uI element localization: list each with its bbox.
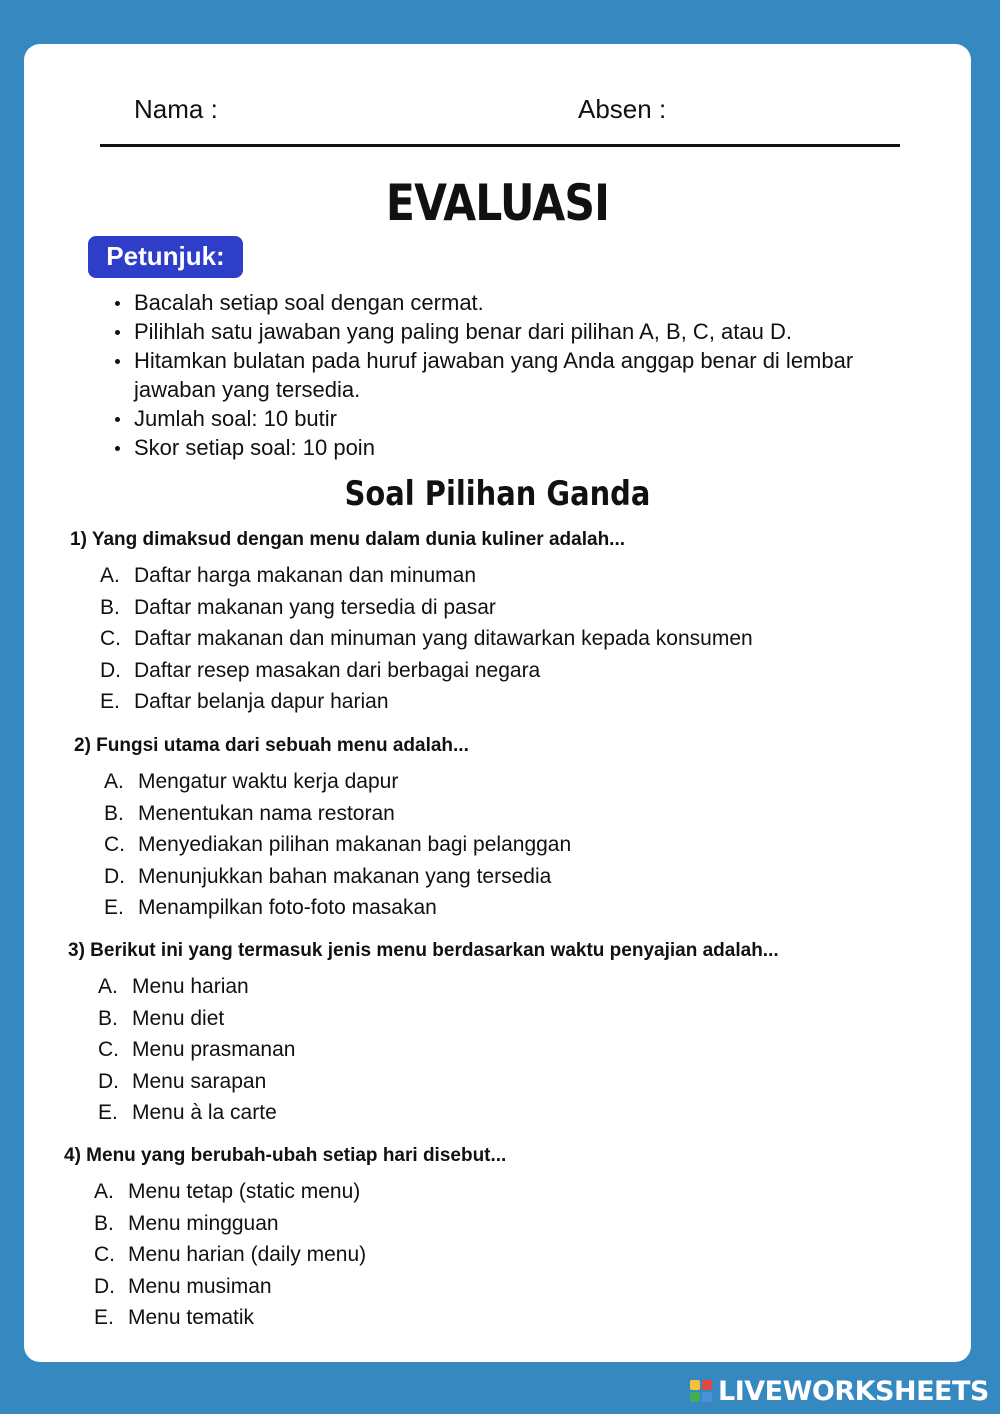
option-letter: D. <box>98 1069 119 1093</box>
option-text: Menyediakan pilihan makanan bagi pelanggan <box>138 833 572 856</box>
instruction-item: Jumlah soal: 10 butir <box>112 404 932 433</box>
option-text: Menunjukkan bahan makanan yang tersedia <box>138 864 552 888</box>
option-letter: A. <box>98 975 118 998</box>
option-letter: E. <box>100 690 120 713</box>
instruction-item: Skor setiap soal: 10 poin <box>112 433 932 462</box>
option-letter: C. <box>94 1243 115 1266</box>
instruction-item: Hitamkan bulatan pada huruf jawaban yang Anda anggap benar di lembar jawaban yang tersedia. <box>112 346 932 404</box>
section-title: Soal Pilihan Ganda <box>344 474 651 514</box>
option-a[interactable] <box>104 766 954 798</box>
option-b[interactable] <box>94 1208 944 1240</box>
option-a[interactable] <box>100 560 950 592</box>
option-text: Daftar makanan dan minuman yang ditawarkan kepada konsumen <box>134 627 753 650</box>
logo-text: LIVEWORKSHEETS <box>718 1375 989 1407</box>
option-text: Menu harian (daily menu) <box>128 1243 367 1266</box>
option-text: Menu mingguan <box>128 1211 279 1235</box>
option-letter: B. <box>98 1006 118 1030</box>
logo-block <box>702 1380 712 1390</box>
logo-block <box>690 1392 700 1402</box>
option-letter: E. <box>104 896 124 919</box>
option-letter: A. <box>100 564 120 587</box>
option-c[interactable] <box>94 1239 944 1271</box>
option-e[interactable] <box>100 686 950 718</box>
options-list <box>70 560 950 718</box>
option-text: Daftar makanan yang tersedia di pasar <box>134 595 496 619</box>
option-d[interactable] <box>94 1271 944 1303</box>
option-c[interactable] <box>98 1034 948 1066</box>
question-3 <box>68 939 948 1129</box>
instruction-item: Pilihlah satu jawaban yang paling benar dari pilihan A, B, C, atau D. <box>112 317 932 346</box>
option-letter: E. <box>94 1306 114 1329</box>
liveworksheets-logo[interactable] <box>690 1374 989 1408</box>
option-a[interactable] <box>94 1176 944 1208</box>
logo-block <box>702 1392 712 1402</box>
instruction-item: Bacalah setiap soal dengan cermat. <box>112 288 932 317</box>
option-letter: C. <box>100 627 121 650</box>
question-text: 3) Berikut ini yang termasuk jenis menu berdasarkan waktu penyajian adalah... <box>68 940 779 961</box>
option-e[interactable] <box>104 892 954 924</box>
question-2 <box>74 734 954 924</box>
option-text: Menu sarapan <box>132 1069 267 1093</box>
option-letter: A. <box>104 770 124 793</box>
option-text: Daftar belanja dapur harian <box>134 690 389 713</box>
question-text: 4) Menu yang berubah-ubah setiap hari disebut... <box>64 1145 507 1166</box>
question-1 <box>70 528 950 718</box>
option-letter: D. <box>94 1274 115 1298</box>
instructions-list <box>112 288 932 462</box>
options-list <box>64 1176 944 1334</box>
option-text: Menu harian <box>132 975 249 998</box>
option-d[interactable] <box>100 655 950 687</box>
option-letter: B. <box>94 1211 114 1235</box>
page-title: EVALUASI <box>385 174 610 232</box>
option-b[interactable] <box>98 1003 948 1035</box>
option-letter: B. <box>100 595 120 619</box>
option-letter: C. <box>104 833 125 856</box>
option-text: Menu diet <box>132 1006 225 1030</box>
question-4 <box>64 1144 944 1334</box>
option-e[interactable] <box>98 1097 948 1129</box>
option-c[interactable] <box>104 829 954 861</box>
question-text: 2) Fungsi utama dari sebuah menu adalah... <box>74 735 469 756</box>
options-list <box>74 766 954 924</box>
option-c[interactable] <box>100 623 950 655</box>
logo-blocks-icon <box>690 1380 712 1402</box>
option-letter: B. <box>104 801 124 825</box>
option-text: Menu musiman <box>128 1274 272 1298</box>
option-text: Menentukan nama restoran <box>138 801 395 825</box>
question-text: 1) Yang dimaksud dengan menu dalam dunia kuliner adalah... <box>70 529 626 550</box>
option-a[interactable] <box>98 971 948 1003</box>
header-divider <box>100 144 900 147</box>
option-letter: D. <box>104 864 125 888</box>
option-d[interactable] <box>104 861 954 893</box>
option-text: Menu tematik <box>128 1306 255 1329</box>
option-letter: C. <box>98 1038 119 1061</box>
option-text: Menampilkan foto-foto masakan <box>138 896 437 919</box>
absen-label: Absen : <box>578 94 667 124</box>
option-text: Daftar resep masakan dari berbagai negara <box>134 658 541 682</box>
option-text: Menu tetap (static menu) <box>128 1180 361 1203</box>
option-letter: D. <box>100 658 121 682</box>
option-d[interactable] <box>98 1066 948 1098</box>
option-letter: E. <box>98 1101 118 1124</box>
option-e[interactable] <box>94 1302 944 1334</box>
option-b[interactable] <box>104 798 954 830</box>
worksheet-page <box>24 44 971 1362</box>
options-list <box>68 971 948 1129</box>
instructions-badge: Petunjuk: <box>88 236 243 278</box>
option-b[interactable] <box>100 592 950 624</box>
option-text: Menu à la carte <box>132 1101 277 1124</box>
option-text: Daftar harga makanan dan minuman <box>134 564 477 587</box>
name-label: Nama : <box>134 94 218 124</box>
logo-block <box>690 1380 700 1390</box>
option-text: Menu prasmanan <box>132 1038 296 1061</box>
option-text: Mengatur waktu kerja dapur <box>138 770 399 793</box>
option-letter: A. <box>94 1180 114 1203</box>
